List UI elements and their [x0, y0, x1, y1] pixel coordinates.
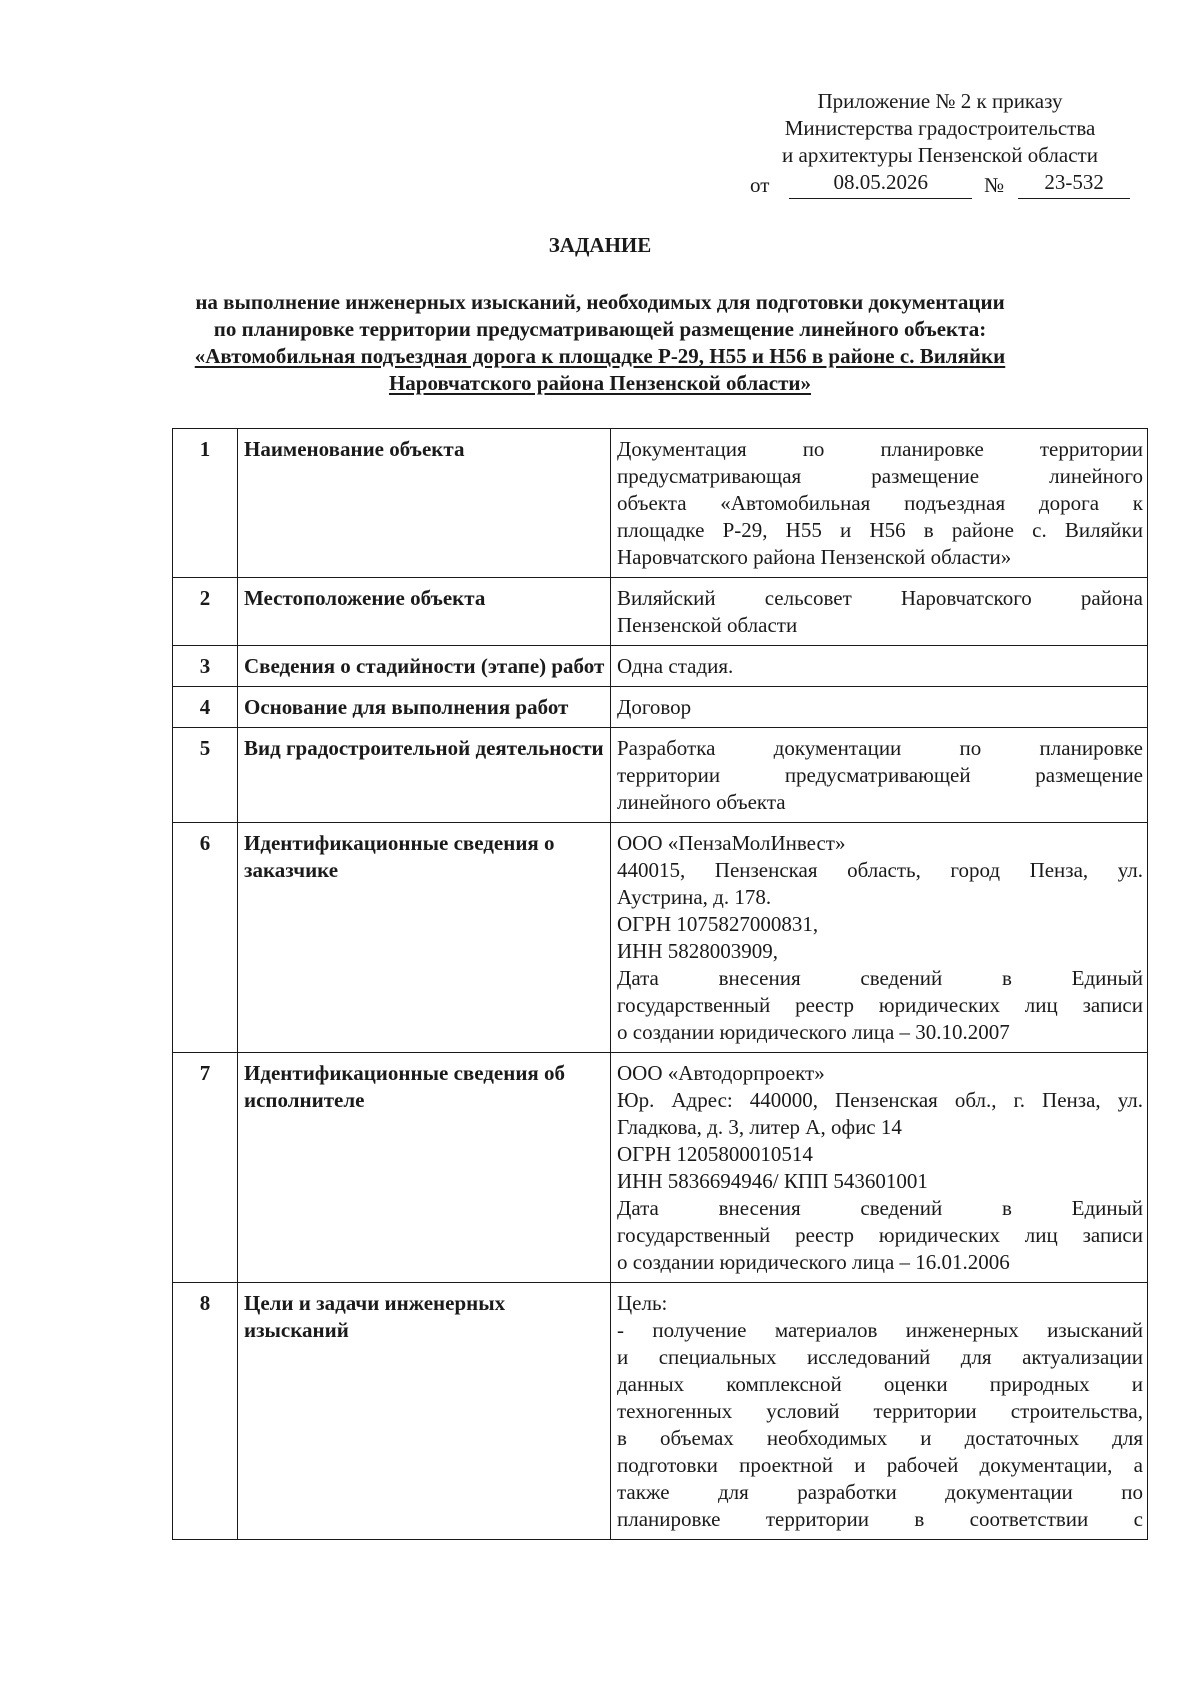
date-label: от — [750, 173, 770, 197]
table-row — [173, 429, 1148, 578]
table-row — [173, 1053, 1148, 1283]
value-line: Договор — [617, 695, 692, 719]
row-field-name: Сведения о стадийности (этапе) работ — [238, 646, 611, 687]
value-line: Документация по планировке территории — [617, 437, 1143, 461]
value-line: Гладкова, д. 3, литер А, офис 14 — [617, 1115, 902, 1139]
value-line: о создании юридического лица – 16.01.2006 — [617, 1250, 1010, 1274]
table-row — [173, 578, 1148, 646]
row-field-value — [611, 1283, 1148, 1540]
table-row — [173, 687, 1148, 728]
row-field-name: Цели и задачи инженерных изысканий — [238, 1283, 611, 1540]
row-field-name: Вид градостроительной деятельности — [238, 728, 611, 823]
value-line: Аустрина, д. 178. — [617, 885, 772, 909]
row-number: 8 — [173, 1283, 238, 1540]
table-row — [173, 823, 1148, 1053]
row-field-name: Идентификационные сведения о заказчике — [238, 823, 611, 1053]
row-number: 7 — [173, 1053, 238, 1283]
value-line: подготовки проектной и рабочей документации, а — [617, 1453, 1143, 1477]
appendix-line: Приложение № 2 к приказу — [817, 89, 1063, 113]
value-line: ООО «Автодорпроект» — [617, 1061, 825, 1085]
value-line: 440015, Пензенская область, город Пенза, ул. — [617, 858, 1143, 882]
document-title: ЗАДАНИЕ — [548, 233, 652, 257]
value-line: планировке территории в соответствии с — [617, 1507, 1143, 1531]
value-line: и специальных исследований для актуализации — [617, 1345, 1143, 1369]
value-line: ИНН 5836694946/ КПП 543601001 — [617, 1169, 928, 1193]
table-row — [173, 646, 1148, 687]
subtitle-line-1: на выполнение инженерных изысканий, необходимых для подготовки документации — [195, 290, 1005, 314]
row-number: 6 — [173, 823, 238, 1053]
value-line: Разработка документации по планировке — [617, 736, 1143, 760]
row-field-value — [611, 728, 1148, 823]
row-number: 1 — [173, 429, 238, 578]
ministry-line: Министерства градостроительства — [784, 116, 1096, 140]
value-line: объекта «Автомобильная подъездная дорога к — [617, 491, 1143, 515]
row-number: 2 — [173, 578, 238, 646]
row-field-name: Идентификационные сведения об исполнителе — [238, 1053, 611, 1283]
value-line: государственный реестр юридических лиц записи — [617, 993, 1143, 1017]
order-number: 23-532 — [1018, 169, 1130, 199]
order-reference-block — [750, 88, 1130, 199]
row-field-name: Основание для выполнения работ — [238, 687, 611, 728]
table-row — [173, 728, 1148, 823]
value-line: Пензенской области — [617, 613, 798, 637]
value-line: также для разработки документации по — [617, 1480, 1143, 1504]
row-field-value — [611, 578, 1148, 646]
value-line: ОГРН 1075827000831, — [617, 912, 819, 936]
order-date: 08.05.2026 — [789, 169, 972, 199]
task-table — [172, 428, 1148, 1540]
value-line: Дата внесения сведений в Единый — [617, 966, 1143, 990]
value-line: в объемах необходимых и достаточных для — [617, 1426, 1143, 1450]
row-number: 4 — [173, 687, 238, 728]
value-line: данных комплексной оценки природных и — [617, 1372, 1143, 1396]
row-field-value — [611, 823, 1148, 1053]
row-field-value — [611, 646, 1148, 687]
value-line: Юр. Адрес: 440000, Пензенская обл., г. Пенза, ул. — [617, 1088, 1143, 1112]
row-number: 5 — [173, 728, 238, 823]
value-line: Одна стадия. — [617, 654, 734, 678]
value-line: площадке Р-29, Н55 и Н56 в районе с. Виляйки — [617, 518, 1143, 542]
value-line: ИНН 5828003909, — [617, 939, 778, 963]
ministry-line-2: и архитектуры Пензенской области — [782, 143, 1098, 167]
table-row — [173, 1283, 1148, 1540]
subtitle-line-2: по планировке территории предусматривающей размещение линейного объекта: — [213, 317, 987, 341]
row-number: 3 — [173, 646, 238, 687]
row-field-name: Наименование объекта — [238, 429, 611, 578]
row-field-value — [611, 687, 1148, 728]
value-line: государственный реестр юридических лиц записи — [617, 1223, 1143, 1247]
value-line: Виляйский сельсовет Наровчатского района — [617, 586, 1143, 610]
document-subtitle — [140, 289, 1060, 397]
value-line: линейного объекта — [617, 790, 786, 814]
value-line: о создании юридического лица – 30.10.2007 — [617, 1020, 1010, 1044]
subtitle-line-4: Наровчатского района Пензенской области» — [388, 371, 812, 395]
value-line: техногенных условий территории строительства, — [617, 1399, 1143, 1423]
value-line: территории предусматривающей размещение — [617, 763, 1143, 787]
value-line: ОГРН 1205800010514 — [617, 1142, 813, 1166]
value-line: Цель: — [617, 1291, 668, 1315]
value-line: - получение материалов инженерных изысканий — [617, 1318, 1143, 1342]
value-line: Дата внесения сведений в Единый — [617, 1196, 1143, 1220]
subtitle-line-3: «Автомобильная подъездная дорога к площадке Р-29, Н55 и Н56 в районе с. Виляйки — [194, 344, 1006, 368]
order-date-number-line — [750, 169, 1130, 199]
value-line: Наровчатского района Пензенской области» — [617, 545, 1012, 569]
number-label: № — [984, 173, 1005, 197]
row-field-value — [611, 1053, 1148, 1283]
row-field-name: Местоположение объекта — [238, 578, 611, 646]
value-line: ООО «ПензаМолИнвест» — [617, 831, 846, 855]
value-line: предусматривающая размещение линейного — [617, 464, 1143, 488]
row-field-value — [611, 429, 1148, 578]
